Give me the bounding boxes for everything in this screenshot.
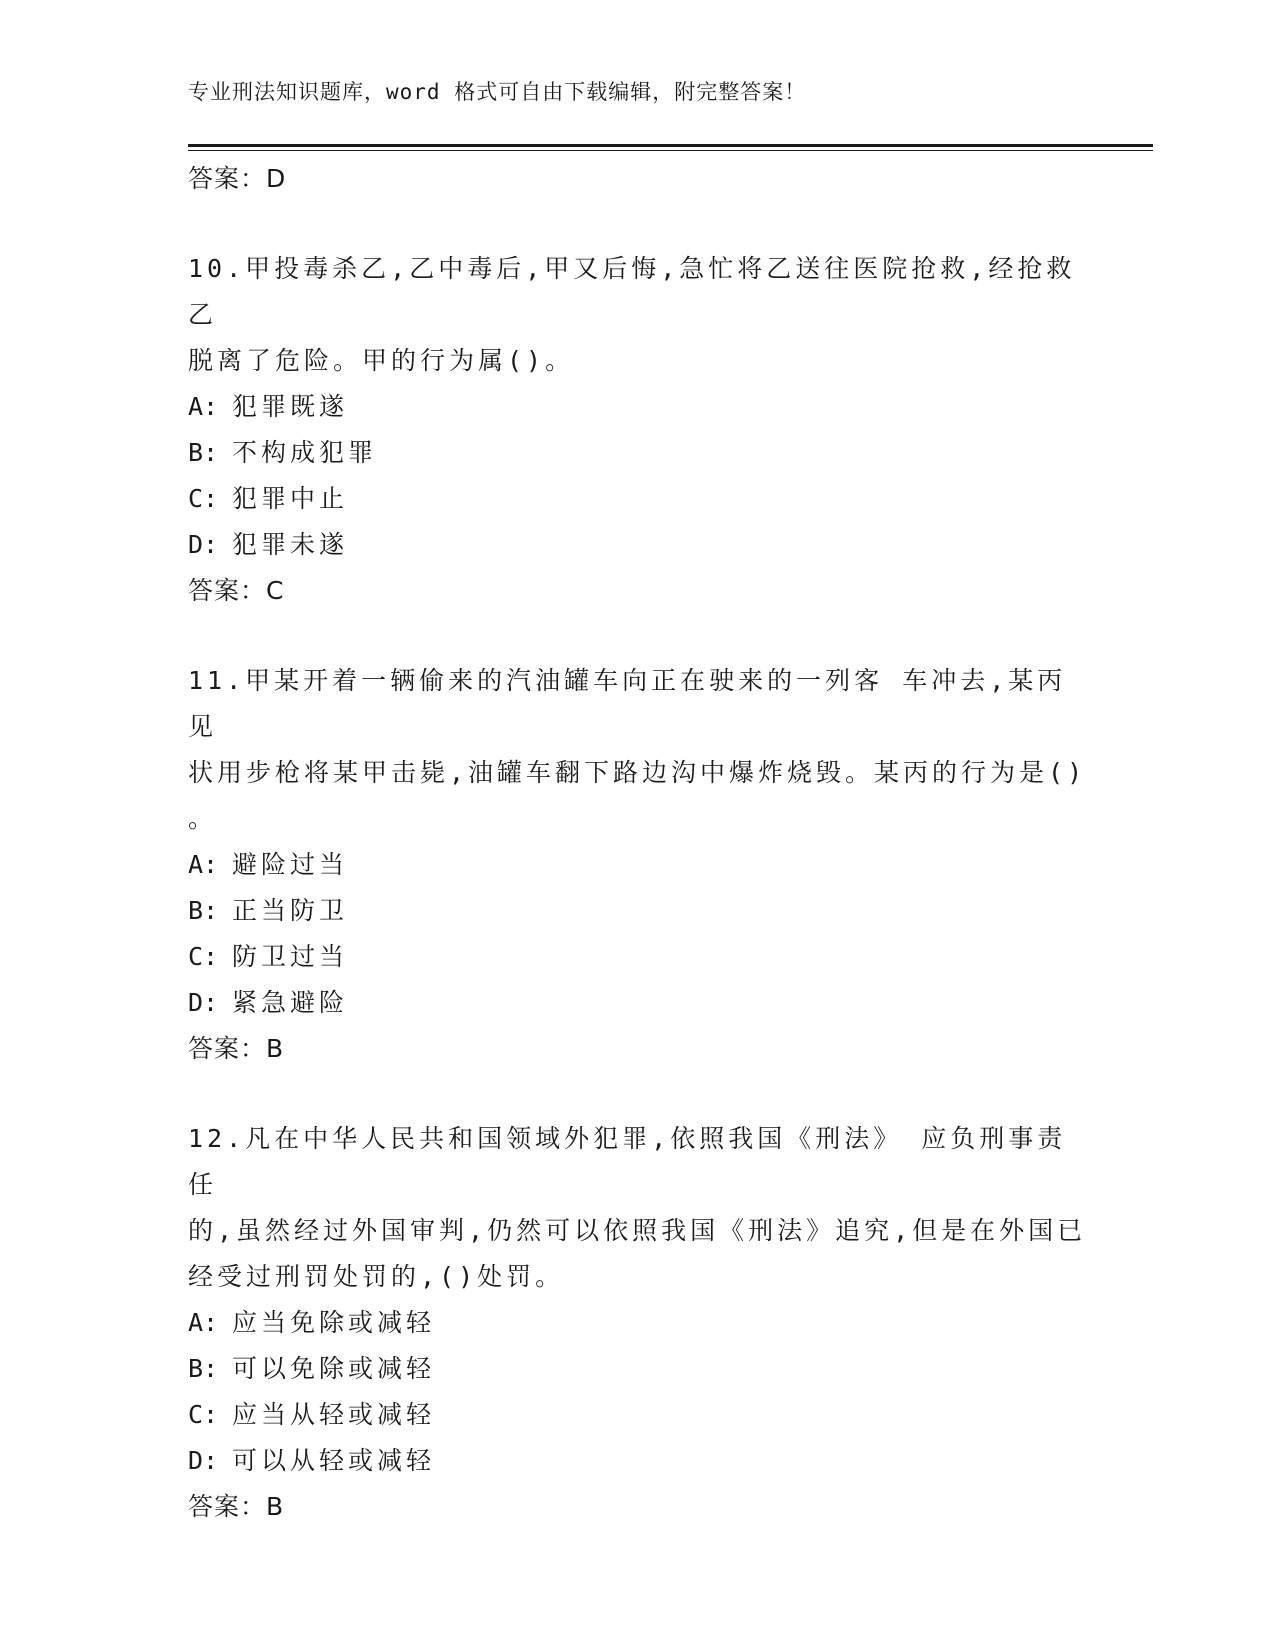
spacer — [188, 614, 1088, 658]
option-text: 可以免除或减轻 — [232, 1354, 436, 1383]
option-text: 应当从轻或减轻 — [232, 1400, 436, 1429]
option-b — [188, 1346, 1088, 1392]
option-text: 紧急避险 — [232, 988, 349, 1017]
option-key: A: — [188, 850, 219, 879]
question-text — [188, 658, 1088, 842]
option-a — [188, 1300, 1088, 1346]
option-text: 避险过当 — [232, 850, 349, 879]
option-text: 犯罪未遂 — [232, 530, 349, 559]
option-a — [188, 842, 1088, 888]
option-text: 犯罪中止 — [232, 484, 349, 513]
option-key: C: — [188, 484, 219, 513]
question-line: 的,虽然经过外国审判,仍然可以依照我国《刑法》追究,但是在外国已 — [188, 1216, 1087, 1245]
question-text — [188, 246, 1088, 384]
option-key: B: — [188, 438, 219, 467]
question-line: 12.凡在中华人民共和国领域外犯罪,依照我国《刑法》 应负刑事责任 — [188, 1124, 1067, 1199]
option-b — [188, 888, 1088, 934]
option-b — [188, 430, 1088, 476]
question-line: 。 — [188, 804, 218, 833]
option-c — [188, 934, 1088, 980]
option-text: 防卫过当 — [232, 942, 349, 971]
header-rule-thick — [188, 144, 1153, 147]
option-key: D: — [188, 988, 219, 1017]
previous-answer: 答案：D — [188, 164, 287, 193]
question-line: 状用步枪将某甲击毙,油罐车翻下路边沟中爆炸烧毁。某丙的行为是() — [188, 758, 1087, 787]
question-line: 经受过刑罚处罚的,()处罚。 — [188, 1262, 565, 1291]
question-12 — [188, 1116, 1088, 1530]
option-key: C: — [188, 942, 219, 971]
question-11 — [188, 658, 1088, 1072]
spacer — [188, 1072, 1088, 1116]
option-text: 可以从轻或减轻 — [232, 1446, 436, 1475]
question-text — [188, 1116, 1088, 1300]
question-line: 脱离了危险。甲的行为属()。 — [188, 346, 575, 375]
option-text: 不构成犯罪 — [232, 438, 378, 467]
option-key: C: — [188, 1400, 219, 1429]
option-key: D: — [188, 530, 219, 559]
header-rule-thin — [188, 150, 1153, 151]
answer-line: 答案：B — [188, 1492, 285, 1521]
question-list — [188, 156, 1088, 1530]
spacer — [188, 202, 1088, 246]
option-text: 犯罪既遂 — [232, 392, 349, 421]
question-10 — [188, 246, 1088, 614]
option-d — [188, 522, 1088, 568]
option-d — [188, 1438, 1088, 1484]
option-key: A: — [188, 392, 219, 421]
page-header: 专业刑法知识题库，word 格式可自由下载编辑，附完整答案！ — [188, 80, 807, 104]
option-key: B: — [188, 896, 219, 925]
option-c — [188, 1392, 1088, 1438]
option-key: A: — [188, 1308, 219, 1337]
option-key: D: — [188, 1446, 219, 1475]
option-d — [188, 980, 1088, 1026]
option-a — [188, 384, 1088, 430]
answer-line: 答案：B — [188, 1034, 285, 1063]
option-text: 应当免除或减轻 — [232, 1308, 436, 1337]
answer-line: 答案：C — [188, 576, 285, 605]
question-line: 11.甲某开着一辆偷来的汽油罐车向正在驶来的一列客 车冲去,某丙见 — [188, 666, 1067, 741]
option-c — [188, 476, 1088, 522]
option-text: 正当防卫 — [232, 896, 349, 925]
option-key: B: — [188, 1354, 219, 1383]
question-line: 10.甲投毒杀乙,乙中毒后,甲又后悔,急忙将乙送往医院抢救,经抢救乙 — [188, 254, 1076, 329]
